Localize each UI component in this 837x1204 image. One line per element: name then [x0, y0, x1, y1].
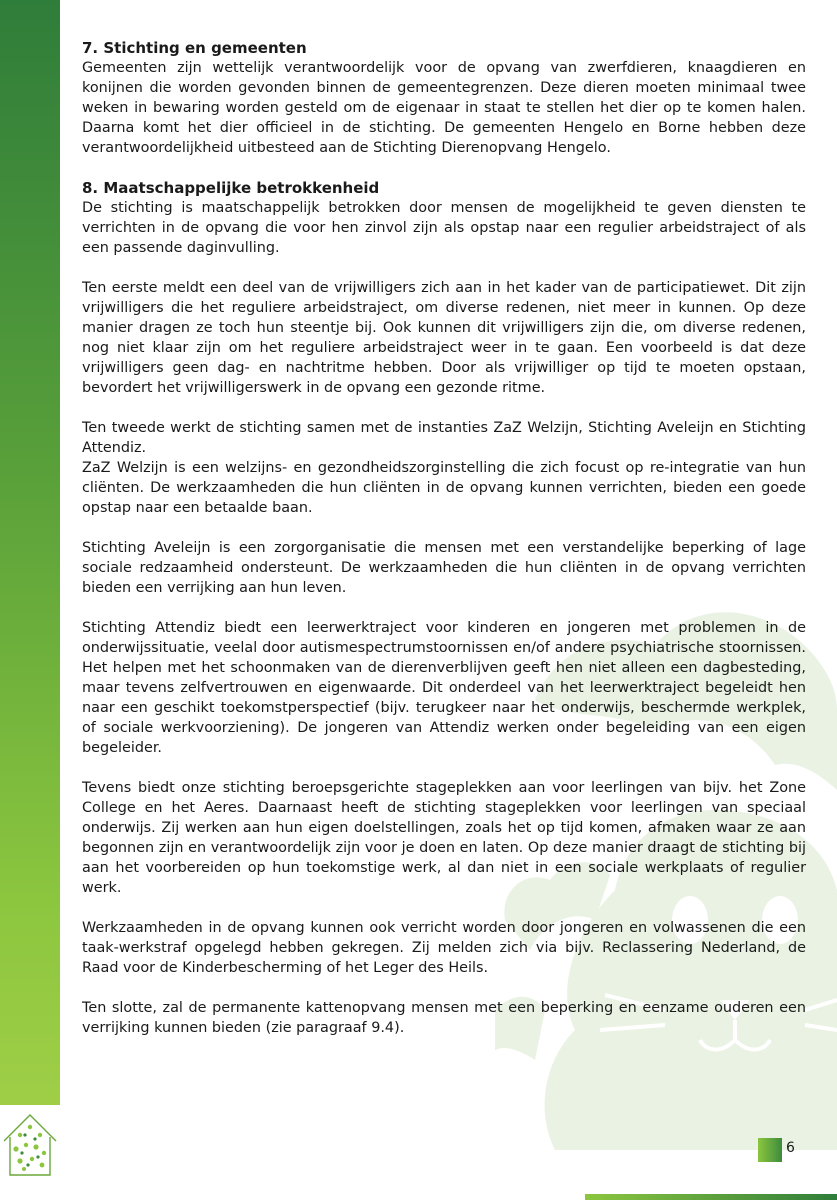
paragraph: Gemeenten zijn wettelijk verantwoordelijk voor de opvang van zwerfdieren, knaagdieren en konijnen die worden gevonden binnen de gemeentegrenzen. Deze dieren moeten minimaal twee weken in bewaring worden gesteld om de eigenaar in staat te stellen het dier op te komen halen. Daarna komt het dier officieel in de stichting. De gemeenten Hengelo en Borne hebben deze verantwoordelijkheid uitbesteed aan de Stichting Dierenopvang Hengelo.: [82, 60, 806, 156]
paragraph: Stichting Aveleijn is een zorgorganisatie die mensen met een verstandelijke beperking of lage sociale redzaamheid ondersteunt. De werkzaamheden die hun cliënten in de opvang verrichten bieden een verrijking aan hun leven.: [82, 540, 806, 596]
logo: [0, 1105, 60, 1200]
page-number-marker: [758, 1138, 782, 1162]
paragraph: Ten slotte, zal de permanente kattenopvang mensen met een beperking en eenzame ouderen een verrijking kunnen bieden (zie paragraaf 9.4).: [82, 1000, 806, 1036]
paragraph: Werkzaamheden in de opvang kunnen ook verricht worden door jongeren en volwassenen die een taak-werkstraf opgelegd hebben gekregen. Zij melden zich via bijv. Reclassering Nederland, de Raad voor de Kinderbescherming of het Leger des Heils.: [82, 920, 806, 976]
paragraph: Ten tweede werkt de stichting samen met de instanties ZaZ Welzijn, Stichting Aveleijn en Stichting Attendiz.: [82, 420, 806, 456]
page-number: 6: [786, 1140, 795, 1156]
page-number-box: [758, 1138, 806, 1162]
sidebar-band: [0, 0, 60, 1200]
paragraph: Tevens biedt onze stichting beroepsgerichte stageplekken aan voor leerlingen van bijv. het Zone College en het Aeres. Daarnaast heeft de stichting stageplekken voor leerlingen van speciaal onderwijs. Zij werken aan hun eigen doelstellingen, zoals het op tijd komen, afmaken waar ze aan begonnen zijn en verantwoordelijk zijn voor je doen en laten. Op deze manier draagt de stichting bij aan het voorbereiden op hun toekomstige werk, al dan niet in een sociale werkplaats of regulier werk.: [82, 780, 806, 896]
bottom-accent-line: [585, 1194, 837, 1200]
paragraph: Ten eerste meldt een deel van de vrijwilligers zich aan in het kader van de participatiewet. Dit zijn vrijwilligers die het reguliere arbeidstraject, om diverse redenen, niet meer in kunnen. Op deze manier dragen ze toch hun steentje bij. Ook kunnen dit vrijwilligers zijn die, om diverse redenen, nog niet klaar zijn om het reguliere arbeidstraject weer in te gaan. Een voorbeeld is dat deze vrijwilligers geen dag- en nachtritme hebben. Door als vrijwilliger op tijd te moeten opstaan, bevordert het vrijwilligerswerk in de opvang een gezonde ritme.: [82, 280, 806, 396]
house-animals-logo-icon: [0, 1105, 60, 1200]
paragraph: De stichting is maatschappelijk betrokken door mensen de mogelijkheid te geven diensten te verrichten in de opvang die voor hen zinvol zijn als opstap naar een regulier arbeidstraject of als een passende daginvulling.: [82, 200, 806, 256]
paragraph: ZaZ Welzijn is een welzijns- en gezondheidszorginstelling die zich focust op re-integratie van hun cliënten. De werkzaamheden die hun cliënten in de opvang kunnen verrichten, bieden een goede opstap naar een betaalde baan.: [82, 460, 806, 516]
section-heading: 8. Maatschappelijke betrokkenheid: [82, 179, 380, 197]
paragraph: Stichting Attendiz biedt een leerwerktraject voor kinderen en jongeren met problemen in de onderwijssituatie, veelal door autismespectrumstoornissen en/of andere psychiatrische stoornissen. Het helpen met het schoonmaken van de dierenverblijven geeft hen niet alleen een dagbesteding, maar tevens zelfvertrouwen en eigenwaarde. Dit onderdeel van het leerwerktraject begeleidt hen naar een geschikt toekomstperspectief (bijv. terugkeer naar het onderwijs, beschermde werkplek, of sociale werkvoorziening). De jongeren van Attendiz werken onder begeleiding van een eigen begeleider.: [82, 620, 806, 756]
section-heading: 7. Stichting en gemeenten: [82, 39, 307, 57]
main-content: [82, 38, 806, 1058]
